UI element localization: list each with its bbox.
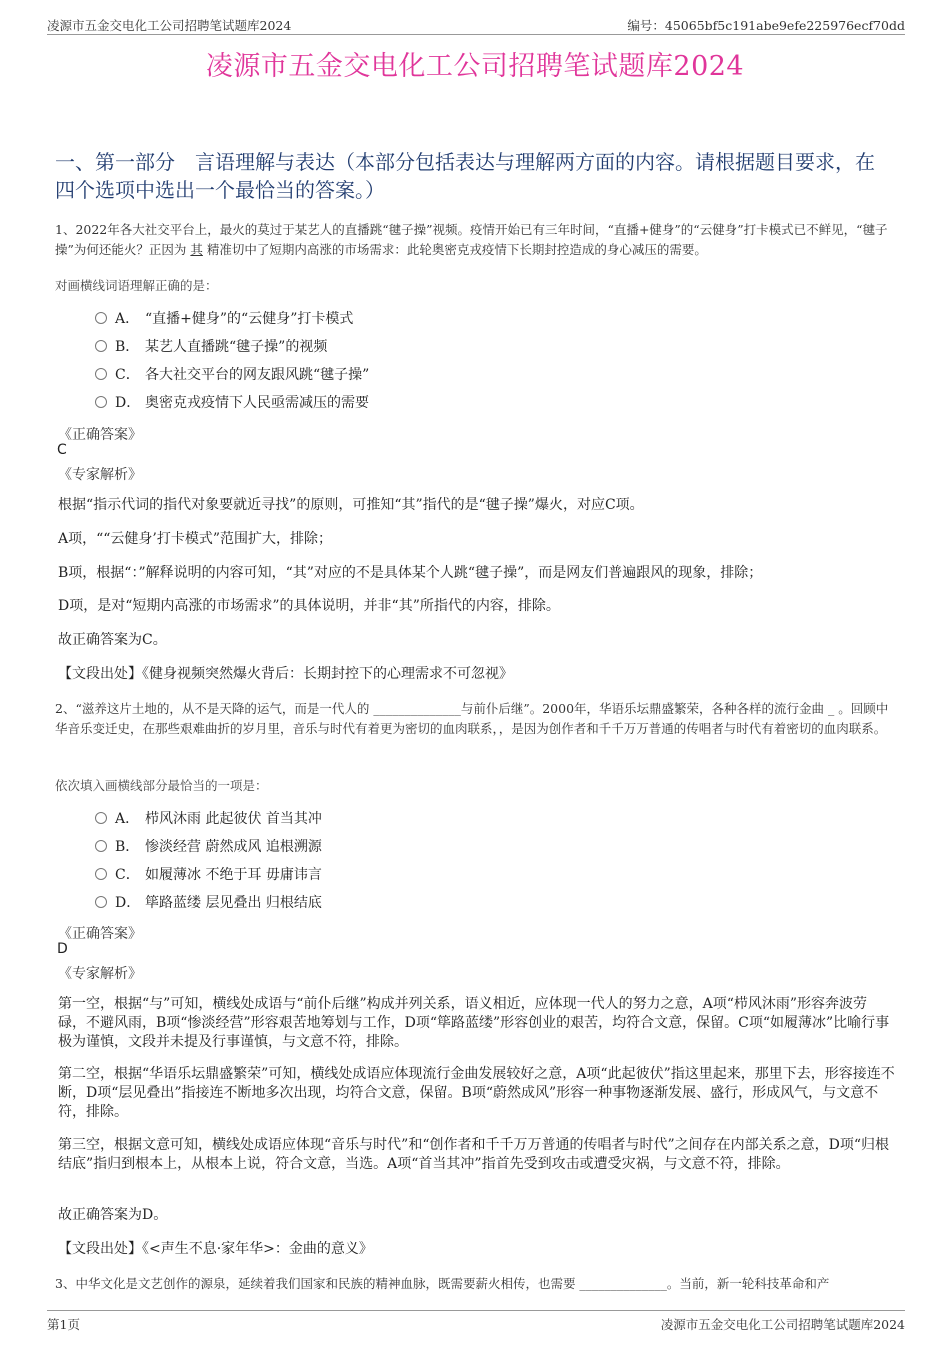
question-2-analysis-paragraph: 第二空，根据“华语乐坛鼎盛繁荣”可知，横线处成语应体现流行金曲发展较好之意，A项“此起彼伏”指这里起来，那里下去，形容接连不断，D项“层见叠出”指接连不断地多次出现，均符合文意，保留。B项“蔚然成风”形容一种事物逐渐发展、盛行，形成风气，与文意不符，排除。 [58, 1066, 895, 1120]
question-1-option-c[interactable] [95, 364, 369, 386]
question-1-answer-label: 《正确答案》 [58, 427, 142, 443]
question-1-option-a[interactable] [95, 308, 353, 330]
question-1-underlined-word: 其 [190, 242, 203, 257]
question-1-text [55, 220, 895, 260]
radio-icon[interactable] [95, 368, 107, 380]
option-letter: D． [115, 395, 141, 411]
radio-icon[interactable] [95, 312, 107, 324]
question-1-text-part: 精准切中了短期内高涨的市场需求：此轮奥密克戎疫情下长期封控造成的身心减压的需要。 [202, 242, 707, 257]
option-text: 栉风沐雨 此起彼伏 首当其冲 [145, 811, 322, 827]
option-letter: C． [115, 367, 140, 383]
question-2-analysis-paragraph: 故正确答案为D。 [58, 1207, 168, 1223]
question-3-text: 3、中华文化是文艺创作的源泉，延续着我们国家和民族的精神血脉，既需要薪火相传，也需要 ______________。当前，新一轮科技革命和产 [55, 1276, 830, 1291]
question-1-prompt: 对画横线词语理解正确的是： [55, 278, 218, 293]
question-2-analysis-paragraph: 第一空，根据“与”可知，横线处成语与“前仆后继”构成并列关系，语义相近，应体现一代人的努力之意，A项“栉风沐雨”形容奔波劳碌，不避风雨，B项“惨淡经营”形容艰苦地筹划与工作，D项“筚路蓝缕”形容创业的艰苦，均符合文意，保留。C项“如履薄冰”比喻行事极为谨慎，文段并未提及行事谨慎，与文意不符，排除。 [58, 996, 890, 1050]
question-2-answer: D [57, 941, 68, 957]
radio-icon[interactable] [95, 840, 107, 852]
option-text: “直播+健身”的“云健身”打卡模式 [145, 311, 354, 327]
question-2-source: 【文段出处】《<声生不息·家年华>：金曲的意义》 [58, 1241, 373, 1257]
question-1-analysis-paragraph: B项，根据“：”解释说明的内容可知，“其”对应的不是具体某个人跳“毽子操”，而是网友们普遍跟风的现象，排除； [58, 565, 763, 581]
question-1-option-b[interactable] [95, 336, 327, 358]
question-2-option-a[interactable] [95, 808, 322, 830]
option-letter: D． [115, 895, 141, 911]
header-doc-id: 编号：45065bf5c191abe9efe225976ecf70dd [627, 18, 905, 33]
radio-icon[interactable] [95, 896, 107, 908]
option-text: 奥密克戎疫情下人民亟需减压的需要 [145, 395, 369, 411]
page-title: 凌源市五金交电化工公司招聘笔试题库2024 [205, 51, 745, 82]
question-1-option-d[interactable] [95, 392, 369, 414]
page-number: 第1页 [47, 1317, 80, 1332]
footer-doc-title: 凌源市五金交电化工公司招聘笔试题库2024 [660, 1317, 905, 1332]
question-1-analysis-paragraph: 根据“指示代词的指代对象要就近寻找”的原则，可推知“其”指代的是“毽子操”爆火，对应C项。 [58, 497, 644, 513]
question-2-prompt: 依次填入画横线部分最恰当的一项是： [55, 778, 268, 793]
header-doc-title: 凌源市五金交电化工公司招聘笔试题库2024 [47, 18, 292, 33]
question-1-answer: C [57, 442, 67, 458]
radio-icon[interactable] [95, 868, 107, 880]
radio-icon[interactable] [95, 396, 107, 408]
section-heading: 一、第一部分 言语理解与表达（本部分包括表达与理解两方面的内容。请根据题目要求，在四个选项中选出一个最恰当的答案。） [55, 150, 875, 202]
question-1-text-part: 1、2022年各大社交平台上，最火的莫过于某艺人的直播跳“毽子操”视频。疫情开始已有三年时间，“直播+健身”的“云健身”打卡模式已不鲜见，“毽子操”为何还能火？正因为 [55, 222, 888, 257]
question-2-analysis-paragraph: 第三空，根据文意可知，横线处成语应体现“音乐与时代”和“创作者和千千万万普通的传唱者与时代”之间存在内部关系之意，D项“归根结底”指归到根本上，从根本上说，符合文意，当选。A项“首当其冲”指首先受到攻击或遭受灾祸，与文意不符，排除。 [58, 1137, 890, 1172]
radio-icon[interactable] [95, 340, 107, 352]
option-text: 惨淡经营 蔚然成风 追根溯源 [145, 839, 322, 855]
question-2-answer-label: 《正确答案》 [58, 926, 142, 942]
option-text: 筚路蓝缕 层见叠出 归根结底 [145, 895, 322, 911]
question-2-analysis-label: 《专家解析》 [58, 966, 142, 982]
option-letter: A． [115, 311, 140, 327]
question-2-text: 2、“滋养这片土地的，从不是天降的运气，而是一代人的 ______________与前仆后继”。2000年，华语乐坛鼎盛繁荣，各种各样的流行金曲 _ 。回顾中华音乐变迁史，在那些艰难曲折的岁月里，音乐与时代有着更为密切的血肉联系，，是因为创作者和千千万万普通的传唱者与时代有着密切的血肉联系。 [55, 701, 889, 736]
page-footer [47, 1310, 905, 1333]
question-1-analysis-paragraph: D项，是对“短期内高涨的市场需求”的具体说明，并非“其”所指代的内容，排除。 [58, 598, 560, 614]
radio-icon[interactable] [95, 812, 107, 824]
question-2-option-d[interactable] [95, 892, 322, 914]
question-1-analysis-paragraph: A项，““云健身’打卡模式”范围扩大，排除； [58, 531, 333, 547]
option-letter: C． [115, 867, 140, 883]
question-1-analysis-label: 《专家解析》 [58, 467, 142, 483]
option-text: 某艺人直播跳“毽子操”的视频 [145, 339, 328, 355]
question-1-analysis-paragraph: 故正确答案为C。 [58, 632, 167, 648]
page-header [47, 14, 905, 35]
option-letter: A． [115, 811, 140, 827]
option-letter: B． [115, 839, 140, 855]
option-letter: B． [115, 339, 140, 355]
question-1-source: 【文段出处】《健身视频突然爆火背后：长期封控下的心理需求不可忽视》 [58, 666, 513, 682]
option-text: 如履薄冰 不绝于耳 毋庸讳言 [145, 867, 322, 883]
question-2-option-b[interactable] [95, 836, 322, 858]
option-text: 各大社交平台的网友跟风跳“毽子操” [145, 367, 370, 383]
question-2-option-c[interactable] [95, 864, 322, 886]
